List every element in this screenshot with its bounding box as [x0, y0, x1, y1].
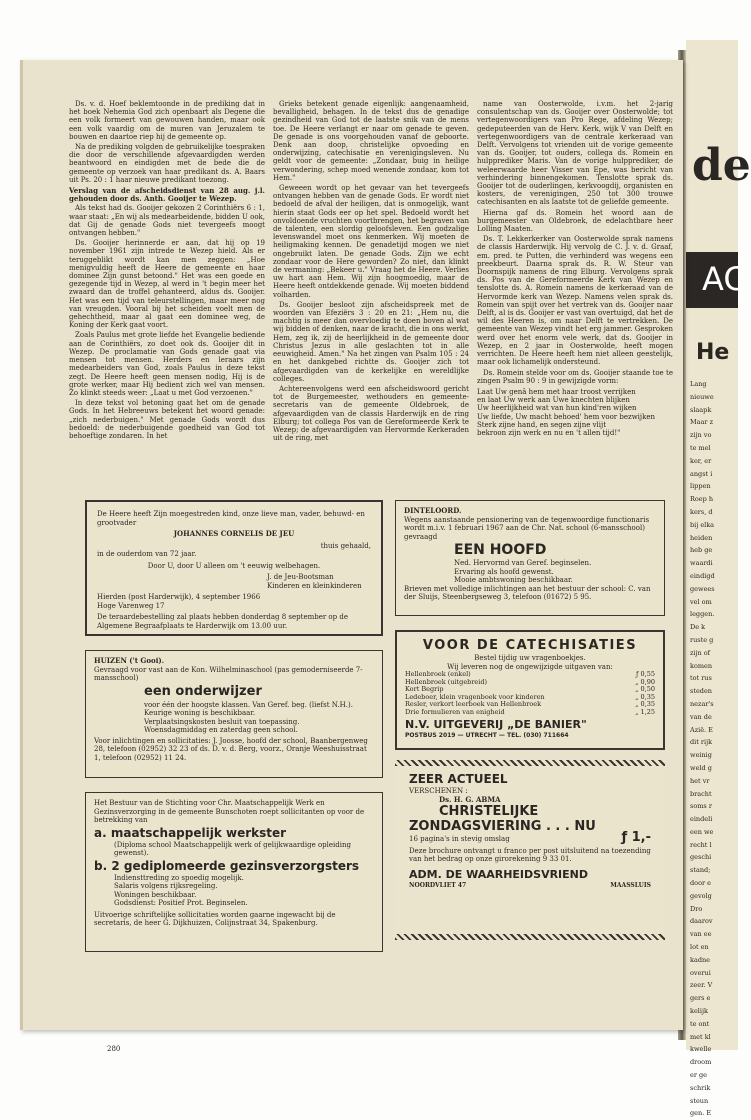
next-page-line: nezar's [690, 699, 714, 708]
publisher-address: POSTBUS 2019 — UTRECHT — TEL. (030) 711664 [405, 732, 569, 739]
next-page-line: kadne [690, 955, 711, 964]
paragraph: Grieks betekent genade eigenlijk: aangenaamheid, bevalligheid, behagen. In de tekst dus de genadige gezindheid van God tot de laatste snik van de mens toe. De Heere verlangt er naar om genade te geven. De genade is ons voorgehouden vanaf de geboorte. Denk aan doop, christelijke opvoeding en onderwijzing, catechisatie en verenigingsleven. Nu geldt voor de gemeente: „Zondaar, buig in heilige verwondering, schep moed wenende zondaar, kom tot Hem." [273, 100, 469, 182]
next-page-line: droom [690, 1058, 712, 1067]
item-name: Resler, verkort leerboek van Hellenbroek [405, 700, 542, 708]
paragraph: Ds. Romein stelde voor om ds. Gooijer staande toe te zingen Psalm 90 : 9 in gewijzigde vorm: [477, 368, 673, 385]
ad-text: 16 pagina's in stevig omslag [409, 835, 510, 843]
next-page-text [690, 378, 738, 1120]
ad-place: HUIZEN ('t Gooi). [94, 656, 165, 665]
verse-line: Laat Uw genâ hem met haar troost verrijken [477, 387, 636, 396]
zeer-actueel-ad [395, 760, 665, 940]
item-price: „ 0,90 [635, 677, 655, 686]
next-page-line: schrik [690, 1083, 711, 1092]
item-price: „ 0,50 [635, 685, 655, 693]
book-title: CHRISTELIJKE [439, 804, 539, 819]
ad-headline: een onderwijzer [144, 683, 262, 699]
publisher-city: MAASSLUIS [610, 881, 651, 889]
next-page-line: Dro [690, 904, 703, 913]
item-name: Hellenbroek (uitgebreid) [405, 677, 488, 686]
huizen-job-ad [85, 650, 383, 778]
notice-signature: Kinderen en kleinkinderen [267, 581, 362, 590]
ad-text: (Diploma school Maatschappelijk werk of gelijkwaardige opleiding gewenst). [114, 840, 351, 857]
ad-headline: EEN HOOFD [454, 542, 547, 558]
paragraph: Ds. v. d. Hoef beklemtoonde in de prediking dat in het boek Nehemia God zich openbaart als Degene die een volk formeert van gewouwen handen, maar ook een volk vaardig om de muren van Jeruzalem te bouwen en daartoe riep hij de gemeente op. [69, 100, 265, 141]
article-column-2 [273, 100, 469, 444]
ad-headline: ZEER ACTUEEL [409, 772, 508, 786]
next-page-line: Azië. E [690, 725, 713, 734]
next-page-line: Lang [690, 380, 707, 388]
next-page-line: lot en [690, 943, 709, 952]
next-page-line: weld g [690, 763, 712, 772]
hymn-verse [477, 388, 673, 437]
paragraph: Ds. Gooijer herinnerde er aan, dat hij op 19 november 1961 zijn intrede te Wezep hield. Als er teruggeblikt wordt kan men zeggen: „Hoe menigvuldig heeft de Heere de gemeente en haar dominee Zijn gunst betoond." Het was een goede en gezegende tijd in Wezep, al werd in 't begin meer het zwaard dan de troffel gehanteerd, aldus ds. Gooijer. Het was een tijd van teleurstellingen, maar meer nog van vreugden. Vooral bij het scheiden voelt men de gehechtheid, maar al gaat een dominee weg, de Koning der Kerk gaat voort. [69, 239, 265, 330]
paragraph: name van Oosterwolde, i.v.m. het 2-jarig consulentschap van ds. Gooijer over Oosterwolde; tot vertegenwoordigers van Pro Rege, afdeling Wezep; gedeputeerden van de Herv. Kerk, wijk V van Delft en vertegenwoordigers van de centrale kerkeraad van Delft. Vervolgens tot vrienden uit de vorige gemeente van ds. Gooijer, tot ouders, collega ds. Romein en hulpprediker Maris. Van de vorige hulpprediker, de weleerwaarde heer Visser van Epe, was bericht van verhindering binnengekomen. Tenslotte sprak ds. Gooijer tot de ouderlingen, kerkvoogdij, organisten en kosters, de verenigingen, 250 tot 300 trouwe catechisanten en als laatste tot de geliefde gemeente. [477, 100, 673, 207]
ad-text: Woensdagmiddag en zaterdag geen school. [144, 726, 298, 734]
next-page-line: kelijk [690, 1007, 708, 1016]
next-page-line: soms r [690, 802, 712, 811]
next-page-line: bracht [690, 789, 712, 798]
paragraph: Hierna gaf ds. Romein het woord aan de burgemeester van Oldebroek, de edelachtbare heer Lolling Maaten. [477, 208, 673, 234]
verse-line: Uw liefde, Uw macht behoed' hem voor bezwijken [477, 412, 655, 421]
next-page-line: steden [690, 687, 712, 696]
ad-text: Keurige woning is beschikbaar. [144, 709, 256, 717]
notice-text: in de ouderdom van 72 jaar. [97, 550, 197, 558]
paragraph: Geweeen wordt op het gevaar van het tevergeefs ontvangen hebben van de genade Gods. Er wordt niet bedoeld de afval der heiligen, dat is onmogelijk, want hierin staat Gods eer op het spel. Bedoeld wordt het onvoldoende vruchten voortbrengen, het begraven van de talenten, een slordig geloofsleven. Een godzalige levenswandel moet ons kenmerken. Wij moeten de heiligmaking kennen. De genadetijd mogen we niet ongebruikt laten. De genade Gods. Zijn we echt zondaar voor de Here geworden? Zo niet, dan klinkt de vermaning: „Bekeer u." Vraag het de Heere. Verlies uw hart aan Hem. Wij zijn hoogmoedig, maar de Heere heeft ontdekkende genade. Wij moeten biddend volharden. [273, 184, 469, 299]
paragraph: Ds. Gooijer besloot zijn afscheidspreek met de woorden van Efeziërs 3 : 20 en 21: „Hem nu, die machtig is meer dan overvloedig te doen boven al wat wij bidden of denken, naar de kracht, die in ons werkt, Hem, zeg ik, zij de heerlijkheid in de gemeente door Christus Jezus in alle geslachten tot in alle eeuwigheid. Amen." Na het zingen van Psalm 105 : 24 en het dankgebed richtte ds. Gooijer zich tot afgevaardigden van de kerkelijke en wereldlijke colleges. [273, 300, 469, 383]
next-page-line: waardi [690, 559, 713, 568]
next-page-line: gen. E [690, 1109, 712, 1118]
ad-text: Salaris volgens rijksregeling. [114, 882, 218, 890]
item-name: Ledeboer, klein vragenboek voor kinderen [405, 692, 545, 701]
next-page-line: recht l [690, 840, 712, 849]
paragraph: In deze tekst vol betoning gaat het om de genade Gods. In het Hebreeuws betekent het woord genade: „zich nederbuigen." Met genade Gods wordt dus bedoeld: de nederbuigende goedheid van God tot behoeftige zondaren. In het [69, 399, 265, 440]
item-name: Kort Begrip [405, 685, 444, 693]
notice-text: De Heere heeft Zijn moegestreden kind, onze lieve man, vader, behuwd- en grootvader [97, 510, 365, 527]
next-page-line: kers, d [690, 507, 713, 516]
paragraph: Zoals Paulus met grote liefde het Evangelie bediende aan de Corinthiërs, zo doet ook ds. Gooijer dit in Wezep. De proclamatie van Gods genade gaat via mensen tot mensen. Herders en leraars zijn medearbeiders van God, zoals Paulus in deze tekst zegt. De Heere heeft geen mensen nodig, Hij is de grote werker, maar Hij bedient zich wel van mensen. Zo klinkt steeds weer: „Laat u met God verzoenen." [69, 331, 265, 397]
next-page-line: steun [690, 1096, 709, 1105]
notice-burial: De teraardebestelling zal plaats hebben donderdag 8 september op de Algemene Begraafplaats te Harderwijk om 13.00 uur. [97, 613, 348, 630]
next-page-line: er ge [690, 1071, 708, 1080]
ad-text: Bestel tijdig uw vragenboekjes. [474, 654, 586, 662]
next-page-line: eindeli [690, 815, 713, 824]
next-page-line: te mel [690, 443, 711, 452]
ad-text: Godsdienst: Positief Prot. Beginselen. [114, 899, 248, 907]
article-column-1 [69, 100, 265, 442]
next-page-line: heb ge [690, 546, 713, 555]
ad-text: Gevraagd voor vast aan de Kon. Wilhelminaschool (pas gemoderniseerde 7-mansschool) [94, 665, 363, 682]
ad-text: Woningen beschikbaar. [114, 890, 197, 899]
stichting-job-ad [85, 792, 383, 952]
notice-text: thuis gehaald, [320, 541, 371, 550]
next-page-line: Maar z [690, 418, 714, 427]
verse-line: en laat Uw werk aan Uwe knechten blijken [477, 396, 630, 405]
ad-text: Verplaatsingskosten besluit van toepassing. [144, 717, 300, 726]
item-name: Hellenbroek (enkel) [405, 670, 471, 678]
next-page-line: zeer. V [690, 981, 713, 990]
publisher-name: ADM. DE WAARHEIDSVRIEND [409, 867, 589, 881]
border-stars [395, 934, 665, 940]
next-page-line: van ee [690, 930, 712, 939]
next-page-line: ker, er [690, 456, 712, 465]
verse-line: Sterk zijne hand, en segen zijne vlijt [477, 420, 607, 429]
page-number: 280 [107, 1045, 121, 1053]
next-page-tab: AC [686, 252, 738, 308]
next-page-line: geschi [690, 853, 712, 862]
verse-line: Uw heerlijkheid wat van hun kind'ren wijken [477, 404, 637, 413]
ad-text: Deze brochure ontvangt u franco per post uitsluitend na toezending van het bedrag op onze girorekening 9 33 01. [409, 846, 651, 863]
next-page-line: eindigd [690, 571, 715, 580]
item-price: ƒ 0,55 [636, 670, 655, 678]
paragraph: Na de prediking volgden de gebruikelijke toespraken die door de verschillende afgevaardigden werden beantwoord en eindigden met de bede die de gemeente op verzoek van haar predikant ds. A. Baars uit Ps. 20 : 1 haar nieuwe predikant toezong. [69, 143, 265, 184]
book-price: ƒ 1,- [621, 830, 651, 845]
ad-text: Het Bestuur van de Stichting voor Chr. Maatschappelijk Werk en Gezinsverzorging in de gemeente Bunschoten roept sollicitanten op voor de betrekking van [94, 799, 365, 824]
next-page-line: zijn of [690, 648, 711, 657]
publisher-address: NOORDVLIET 47 [409, 881, 467, 889]
price-list [405, 671, 655, 716]
item-price: „ 0,35 [635, 700, 655, 708]
next-page-line: weinig [690, 751, 712, 760]
next-page-line: het vr [690, 776, 710, 785]
ad-text: Wij leveren nog de ongewijzigde uitgaven van: [447, 662, 613, 671]
ad-text: Ervaring als hoofd gewenst. [454, 567, 554, 576]
banier-catechism-ad [395, 630, 665, 750]
next-page-line: angst i [690, 469, 713, 478]
notice-street: Hoge Varenweg 17 [97, 601, 165, 610]
next-page-line: daarov [690, 917, 713, 926]
magazine-page [20, 60, 683, 1053]
ad-text: VERSCHENEN : [409, 787, 468, 795]
next-page-line: Roep h [690, 495, 714, 504]
next-page-line: heiden [690, 533, 713, 542]
next-page-line: nieuwe [690, 392, 714, 401]
next-page-line: vel om [690, 597, 712, 606]
next-page-line: gevolg [690, 891, 712, 900]
next-page-line: met kl [690, 1032, 711, 1041]
ad-headline: VOOR DE CATECHISATIES [422, 638, 638, 653]
death-notice-ad [85, 500, 383, 636]
job-title-a: a. maatschappelijk werkster [94, 825, 287, 840]
next-page-line: door e [690, 879, 712, 888]
article-column-3 [477, 100, 673, 437]
ad-text: Voor inlichtingen en sollicitaties: J. Joosse, hoofd der school, Baanbergenweg 28, telefoon (02952) 32 23 of ds. D. v. d. Berg, voorz., Oranje Weeshuisstraat 1, telefoon (02952) 11 24. [94, 736, 368, 762]
ad-text: Mooie ambtswoning beschikbaar. [454, 576, 573, 584]
ad-text: voor één der hoogste klassen. Van Geref. beg. (liefst N.H.). [144, 700, 353, 709]
job-title-b: b. 2 gediplomeerde gezinsverzorgsters [94, 858, 360, 873]
ad-text: Indiensttreding zo spoedig mogelijk. [114, 873, 244, 882]
next-page-line: gewees [690, 584, 715, 593]
next-page-line: slaapk [690, 405, 712, 414]
next-page-heading: He [696, 340, 730, 365]
next-page-big-letters: de [692, 140, 751, 191]
ad-text: Uitvoerige schriftelijke sollicitaties worden gaarne ingewacht bij de secretaris, de heer G. Dijkhuizen, Colijnstraat 34, Spakenburg. [94, 910, 336, 927]
next-page-line: stand; [690, 866, 711, 875]
next-page-line: een we [690, 827, 714, 836]
notice-quote: Door U, door U alleen om 't eeuwig welbehagen. [147, 561, 321, 570]
paragraph: Ds. T. Lekkerkerker van Oosterwolde sprak namens de classis Harderwijk. Hij vervolg de C. J. v. d. Graaf, em. pred. te Putten, die verhinderd was wegens een preekbeurt. Daarna sprak ds. R. W. Steur van Doornspijk namens de ring Elburg. Vervolgens sprak ds. Pos van de Gereformeerde Kerk van Wezep en tenslotte ds. A. Romein namens de kerkeraad van de Hervormde kerk van Wezep. Namens velen sprak ds. Romein van spijt over het vertrek van ds. Gooijer naar Delft, al is ds. Gooijer er vast van overtuigd, dat het de wil des Heeren is, om naar Delft te vertrekken. De gemeente van Wezep vindt het erg jammer. Gesproken werd over het enorm vele werk, dat ds. Gooijer in Wezep, en 2 jaar in Oosterwolde, heeft mogen verrichten. De Heere heeft hem niet alleen geestelijk, maar ook lichamelijk ondersteund. [477, 235, 673, 367]
next-page-line: ruste g [690, 635, 714, 644]
item-price: „ 1,25 [635, 707, 655, 716]
next-page-line: van de [690, 712, 712, 721]
next-page-line: leggen. [690, 610, 715, 619]
ad-text: Ned. Hervormd van Geref. beginselen. [454, 559, 592, 567]
item-price: „ 0,35 [635, 692, 655, 701]
next-page-line: lippen [690, 482, 711, 491]
next-page-line: kwelle [690, 1045, 712, 1054]
next-page-line: dit rijk [690, 738, 713, 747]
author-name: Ds. H. G. ABMA [439, 794, 501, 804]
paragraph: Achtereenvolgens werd een afscheidswoord gericht tot de Burgemeester, wethouders en gemeente-secretaris van de gemeente Oldebroek, de afgevaardigden van de classis Harderwijk en de ring Elburg; tot collega Pos van de Gereformeerde Kerk te Wezep; de afgevaardigden van Hervormde Kerkeraden uit de ring, met [273, 384, 469, 443]
ad-text: Wegens aanstaande pensionering van de tegenwoordige functionaris wordt m.i.v. 1 februari 1967 aan de Chr. Nat. school (6-mansschool) gevraagd [404, 515, 650, 541]
next-page-line: bij elka [690, 520, 715, 529]
ad-text: Brieven met volledige inlichtingen aan het bestuur der school: C. van der Sluijs, Steenbergseweg 3, telefoon (01672) 5 95. [404, 584, 651, 601]
next-page-line: De k [690, 623, 706, 632]
publisher-name: N.V. UITGEVERIJ „DE BANIER" [405, 718, 587, 731]
dinteloord-job-ad [395, 500, 665, 616]
notice-signature: J. de Jeu-Bootsman [267, 573, 334, 581]
article-heading: Verslag van de afscheidsdienst van 28 aug. j.l. gehouden door ds. Anth. Gooijer te Wezep. [69, 186, 265, 204]
notice-place: Hierden (post Harderwijk), 4 september 1966 [97, 593, 261, 601]
next-page-line: komen [690, 661, 713, 670]
verse-line: bekroon zijn werk en nu en 't allen tijd!" [477, 428, 621, 437]
next-page-edge [686, 40, 751, 1118]
next-page-line: gers e [690, 994, 711, 1003]
next-page-line: te ont [690, 1019, 710, 1028]
next-page-line: tot rus [690, 674, 712, 683]
book-title: ZONDAGSVIERING . . . NU [409, 819, 596, 834]
paragraph: Als tekst had ds. Gooijer gekozen 2 Corinthiërs 6 : 1, waar staat: „En wij als medearbeidende, bidden U ook, dat Gij de genade Gods niet tevergeefs moogt ontvangen hebben." [69, 204, 265, 238]
next-page-line: zijn vo [690, 431, 712, 440]
price-row [405, 709, 655, 717]
deceased-name: JOHANNES CORNELIS DE JEU [173, 529, 295, 538]
next-page-line: overui [690, 968, 711, 977]
item-name: Drie formulieren van enigheid [405, 707, 505, 716]
ad-place: DINTELOORD. [404, 506, 462, 515]
